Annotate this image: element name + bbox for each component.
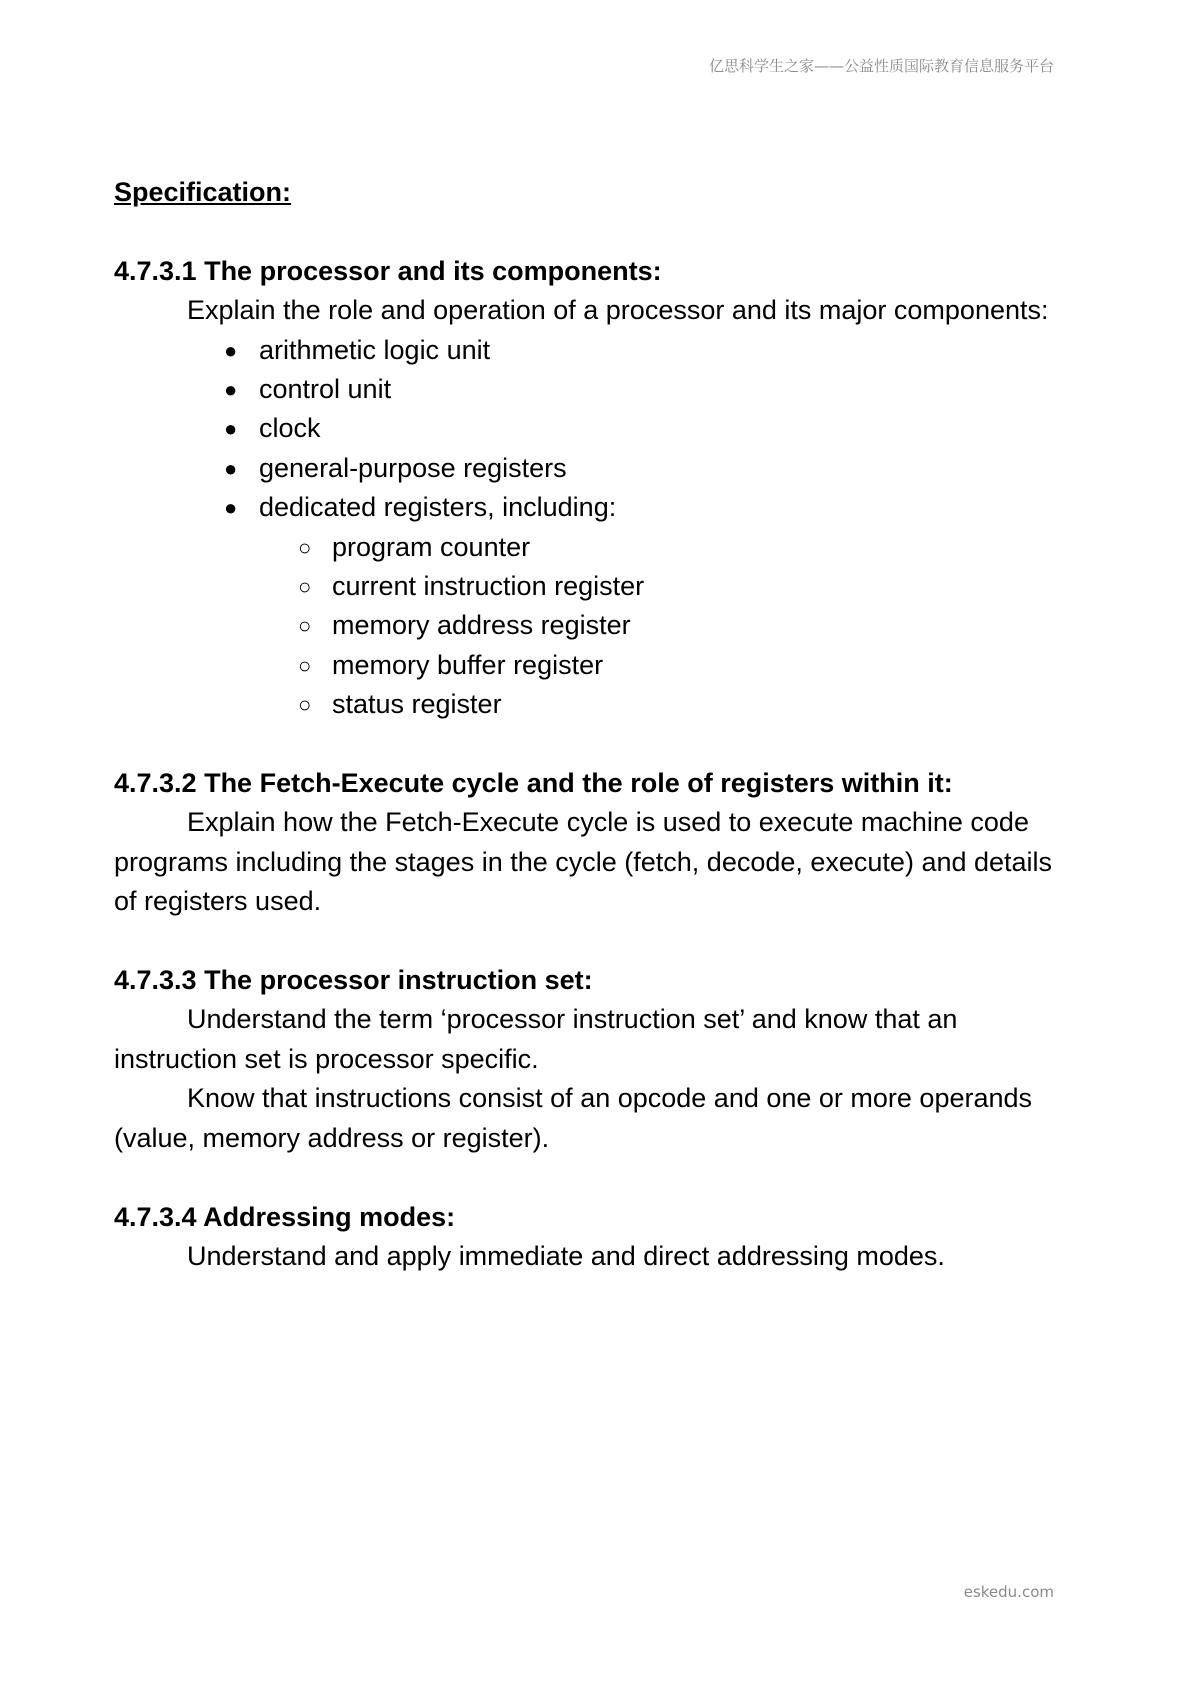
section-heading: 4.7.3.1 The processor and its components: xyxy=(114,255,662,286)
list-item xyxy=(114,331,1074,370)
footer-site-url: eskedu.com xyxy=(963,1583,1054,1601)
dedicated-register-list xyxy=(114,528,1074,725)
sub-list-item-text: status register xyxy=(332,689,502,720)
list-item-text: general-purpose registers xyxy=(259,452,567,483)
sub-bullet-icon: ○ xyxy=(298,613,312,639)
sub-list-item-text: memory address register xyxy=(332,610,631,641)
sub-bullet-icon: ○ xyxy=(298,652,312,678)
section-paragraph: Know that instructions consist of an opcode and one or more operands (value, memory address or register). xyxy=(114,1083,1033,1153)
list-item-text: dedicated registers, including: xyxy=(259,492,617,523)
sub-bullet-icon: ○ xyxy=(298,534,312,560)
sub-bullet-icon: ○ xyxy=(298,692,312,718)
list-item-text: arithmetic logic unit xyxy=(259,334,491,365)
bullet-icon: ● xyxy=(224,377,238,403)
list-item-text: control unit xyxy=(259,374,392,405)
sub-list-item xyxy=(114,606,1074,645)
section-paragraph: Explain how the Fetch-Execute cycle is used to execute machine code programs including the stages in the cycle (fetch, decode, execute) and details of registers used. xyxy=(114,807,1053,917)
section-4-7-3-1 xyxy=(114,252,1074,725)
list-item xyxy=(114,449,1074,488)
bullet-icon: ● xyxy=(224,455,238,481)
sub-list-item-text: memory buffer register xyxy=(332,649,604,680)
specification-title: Specification: xyxy=(114,177,292,207)
bullet-icon: ● xyxy=(224,416,238,442)
list-item xyxy=(114,409,1074,448)
document-body xyxy=(114,173,1074,1276)
section-heading: 4.7.3.4 Addressing modes: xyxy=(114,1201,456,1232)
section-4-7-3-4 xyxy=(114,1198,1074,1277)
section-heading: 4.7.3.2 The Fetch-Execute cycle and the role of registers within it: xyxy=(114,768,953,799)
section-paragraph: Understand the term ‘processor instruction set’ and know that an instruction set is processor specific. xyxy=(114,1004,958,1074)
section-heading: 4.7.3.3 The processor instruction set: xyxy=(114,965,593,996)
section-paragraph: Understand and apply immediate and direct addressing modes. xyxy=(187,1240,945,1271)
sub-list-item xyxy=(114,646,1074,685)
sub-list-item xyxy=(114,685,1074,724)
section-4-7-3-3 xyxy=(114,961,1074,1158)
list-item xyxy=(114,488,1074,527)
sub-list-item-text: current instruction register xyxy=(332,571,645,602)
sub-list-item xyxy=(114,528,1074,567)
section-4-7-3-2 xyxy=(114,764,1074,922)
sub-list-item-text: program counter xyxy=(332,531,531,562)
bullet-icon: ● xyxy=(224,495,238,521)
section-intro: Explain the role and operation of a processor and its major components: xyxy=(187,295,1049,326)
list-item xyxy=(114,370,1074,409)
bullet-icon: ● xyxy=(224,337,238,363)
component-list xyxy=(114,331,1074,528)
sub-bullet-icon: ○ xyxy=(298,574,312,600)
header-site-note: 亿思科学生之家——公益性质国际教育信息服务平台 xyxy=(708,57,1054,75)
list-item-text: clock xyxy=(259,413,321,444)
sub-list-item xyxy=(114,567,1074,606)
